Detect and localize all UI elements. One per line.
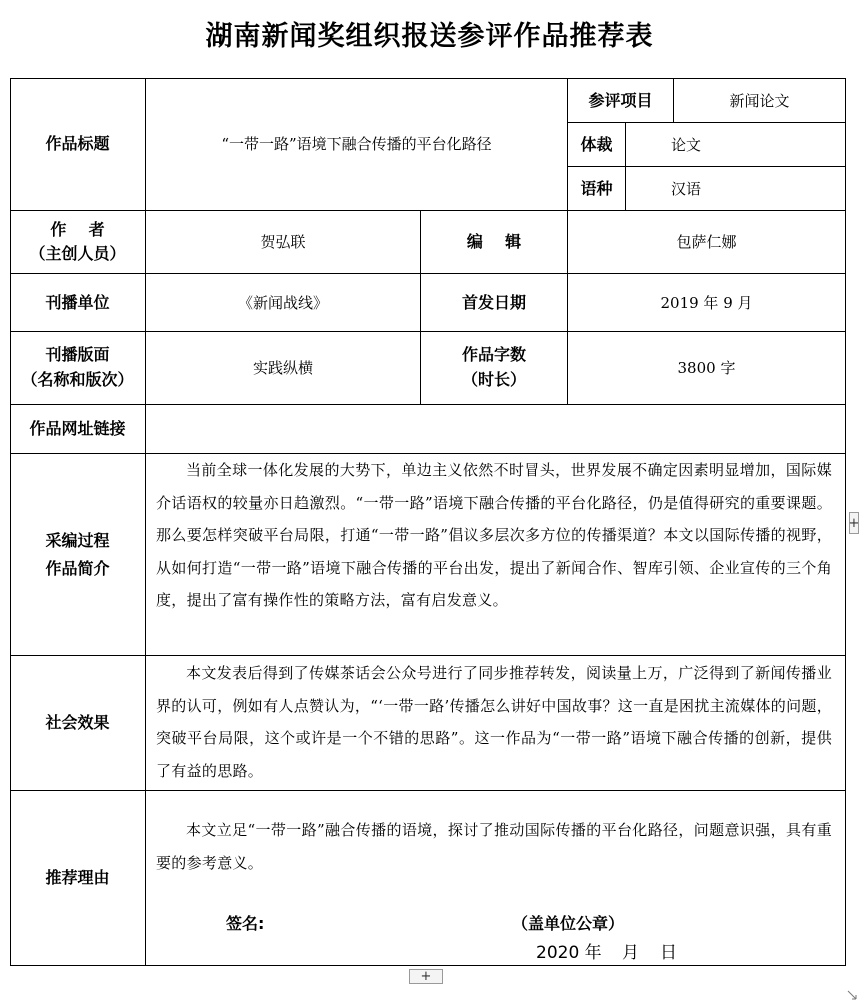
label-author-line2: （主创人员） xyxy=(29,244,126,263)
signature-label: 签名: xyxy=(226,914,265,933)
label-author xyxy=(10,211,145,273)
publisher-value: 《新闻战线》 xyxy=(237,293,328,312)
label-wordcount-line2: （时长） xyxy=(461,370,526,389)
work-title: “一带一路”语境下融合传播的平台化路径 xyxy=(221,135,492,153)
label-summary-line2: 作品简介 xyxy=(45,558,110,578)
label-publisher: 刊播单位 xyxy=(45,292,110,312)
wordcount-value: 3800 字 xyxy=(677,359,736,377)
date-day: 日 xyxy=(660,943,677,963)
label-editor: 编 辑 xyxy=(466,232,522,252)
label-wordcount xyxy=(421,332,567,404)
label-page xyxy=(10,332,145,404)
page-title: 湖南新闻奖组织报送参评作品推荐表 xyxy=(205,21,654,52)
page-value: 实践纵横 xyxy=(252,359,313,377)
label-page-line1: 刊播版面 xyxy=(45,345,110,365)
summary-text: 当前全球一体化发展的大势下，单边主义依然不时冒头，世界发展不确定因素明显增加，国际媒介话语权的较量亦日趋激烈。“一带一路”语境下融合传播的平台化路径，仍是值得研究的重要课题。那么要怎样突破平台局限，打通“一带一路”倡议多层次多方位的传播渠道？本文以国际传播的视野，从如何打造“一带一路”语境下融合传播的平台出发，提出了新闻合作、智库引领、企业宣传的三个角度，提出了富有操作性的策略方法，富有启发意义。 xyxy=(156,461,832,610)
resize-handle-icon[interactable] xyxy=(847,985,857,995)
label-category: 参评项目 xyxy=(588,90,653,110)
language-value: 汉语 xyxy=(670,179,701,198)
seal-label: （盖单位公章） xyxy=(512,914,625,933)
label-page-line2: （名称和版次） xyxy=(21,370,134,389)
effect-text: 本文发表后得到了传媒茶话会公众号进行了同步推荐转发，阅读量上万，广泛得到了新闻传播业界的认可，例如有人点赞认为，“‘一带一路’传播怎么讲好中国故事？这一直是困扰主流媒体的问题，突破平台局限，这个或许是一个不错的思路”。这一作品为“一带一路”语境下融合传播的创新，提供了有益的思路。 xyxy=(156,664,833,780)
add-row-button[interactable]: + xyxy=(409,969,443,984)
first-date-value: 2019 年 9 月 xyxy=(660,293,753,312)
author-value: 贺弘联 xyxy=(260,233,306,251)
label-work-title: 作品标题 xyxy=(45,134,110,154)
label-genre: 体裁 xyxy=(580,134,613,154)
label-first-date: 首发日期 xyxy=(461,292,526,312)
editor-value: 包萨仁娜 xyxy=(676,233,737,251)
date-year: 2020 年 xyxy=(536,943,602,963)
date-month: 月 xyxy=(622,943,639,963)
category-value: 新闻论文 xyxy=(729,91,790,110)
genre-value: 论文 xyxy=(670,135,701,154)
label-effect: 社会效果 xyxy=(45,713,110,733)
recommend-text: 本文立足“一带一路”融合传播的语境，探讨了推动国际传播的平台化路径，问题意识强，具有重要的参考意义。 xyxy=(156,821,832,872)
label-wordcount-line1: 作品字数 xyxy=(461,345,526,365)
label-summary xyxy=(10,454,145,655)
label-author-line1: 作 者 xyxy=(50,220,105,239)
label-language: 语种 xyxy=(580,178,613,198)
label-link: 作品网址链接 xyxy=(29,419,126,439)
link-value[interactable] xyxy=(146,405,845,453)
label-summary-line1: 采编过程 xyxy=(45,531,110,551)
add-column-button[interactable]: + xyxy=(849,512,859,534)
label-recommend: 推荐理由 xyxy=(45,868,110,888)
